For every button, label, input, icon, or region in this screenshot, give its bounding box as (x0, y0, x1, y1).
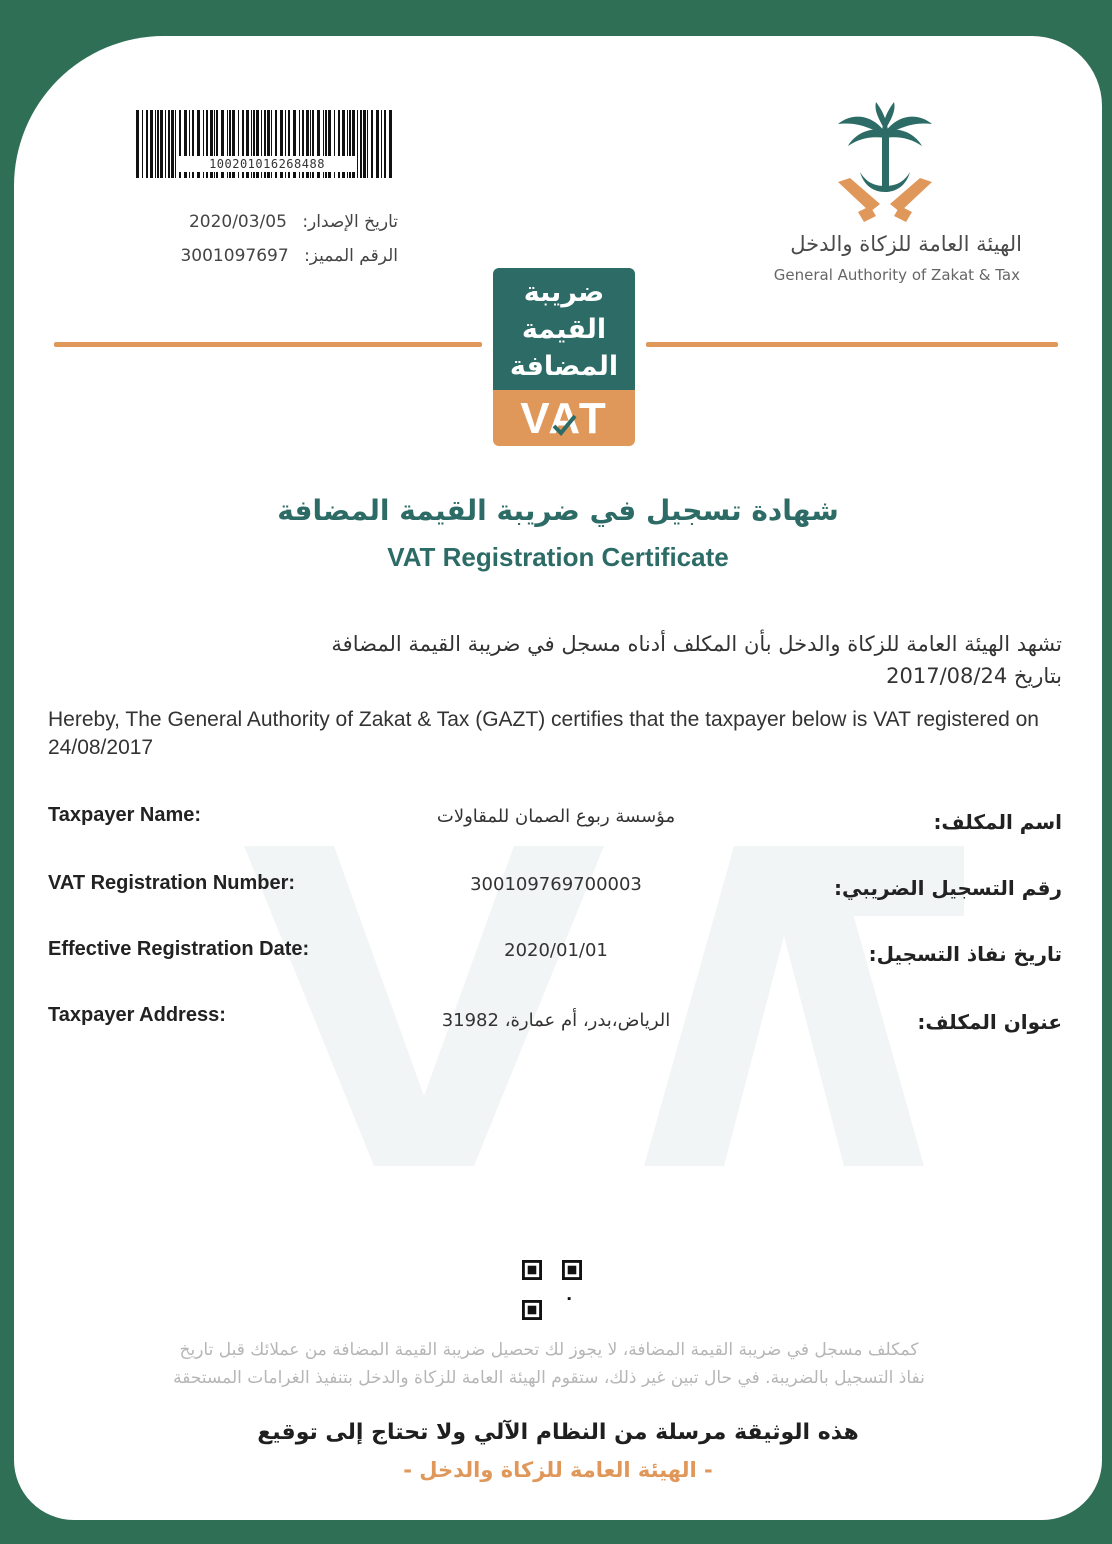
field-value: مؤسسة ربوع الصمان للمقاولات (436, 806, 676, 827)
certificate-sheet (14, 36, 1102, 1520)
intro-ar-line1: تشهد الهيئة العامة للزكاة والدخل بأن المكلف أدناه مسجل في ضريبة القيمة المضافة (331, 632, 1062, 656)
vat-logo (493, 268, 635, 446)
field-label-en: Taxpayer Name: (48, 804, 202, 826)
field-label-ar: تاريخ نفاذ التسجيل: (868, 942, 1062, 966)
barcode-number: 100201016268488 (178, 156, 356, 172)
field-label-en: VAT Registration Number: (48, 872, 296, 894)
field-label-ar: رقم التسجيل الضريبي: (834, 876, 1062, 900)
issue-date-row (189, 212, 398, 232)
field-label-ar: عنوان المكلف: (917, 1010, 1062, 1034)
field-label-en: Taxpayer Address: (48, 1004, 226, 1026)
notice-text (44, 1336, 1054, 1392)
field-label-en: Effective Registration Date: (48, 938, 310, 960)
intro-text-en: Hereby, The General Authority of Zakat & Tax (GAZT) certifies that the taxpayer below is VAT registered on 24/08/2017 (48, 708, 1039, 759)
field-label-ar: اسم المكلف: (933, 810, 1062, 834)
authority-signature-line: - الهيئة العامة للزكاة والدخل - (403, 1458, 713, 1482)
auto-generated-notice: هذه الوثيقة مرسلة من النظام الآلي ولا تحتاج إلى توقيع (257, 1420, 859, 1445)
vat-logo-line1: ضريبة (523, 277, 605, 308)
field-value: 2020/01/01 (504, 940, 608, 961)
vat-logo-arabic (493, 274, 635, 385)
distinct-number-row (180, 246, 398, 266)
vat-logo-orange-panel (493, 390, 635, 446)
vat-logo-line3: المضافة (509, 351, 619, 382)
vat-logo-en: VAT (520, 394, 608, 443)
authority-name-ar: الهيئة العامة للزكاة والدخل (790, 232, 1022, 256)
notice-line1: كمكلف مسجل في ضريبة القيمة المضافة، لا يجوز لك تحصيل ضريبة القيمة المضافة من عملائك قبل تاريخ (179, 1340, 919, 1360)
qr-code (522, 1260, 582, 1320)
vat-logo-line2: القيمة (521, 314, 607, 345)
intro-text-ar (122, 628, 1062, 692)
field-value: 300109769700003 (470, 874, 642, 895)
distinct-number-value: 3001097697 (180, 246, 289, 266)
distinct-number-label: الرقم المميز: (304, 246, 398, 266)
issue-date-value: 2020/03/05 (188, 212, 287, 232)
divider-left (54, 342, 482, 347)
certificate-title-en: VAT Registration Certificate (387, 542, 729, 572)
notice-line2: نفاذ التسجيل بالضريبة. في حال تبين غير ذلك، ستقوم الهيئة العامة للزكاة والدخل بتنفيذ الغرامات المستحقة (173, 1368, 925, 1388)
certificate-title-ar: شهادة تسجيل في ضريبة القيمة المضافة (277, 494, 839, 527)
authority-name-en: General Authority of Zakat & Tax (773, 266, 1020, 284)
intro-ar-line2: بتاريخ 2017/08/24 (886, 664, 1062, 688)
divider-right (646, 342, 1058, 347)
palm-swords-logo-icon (830, 102, 940, 222)
vat-logo-green-panel (493, 268, 635, 390)
issue-date-label: تاريخ الإصدار: (302, 212, 398, 232)
checkmark-icon (551, 412, 577, 438)
field-value: الرياض،بدر، أم عمارة، 31982 (441, 1010, 671, 1031)
